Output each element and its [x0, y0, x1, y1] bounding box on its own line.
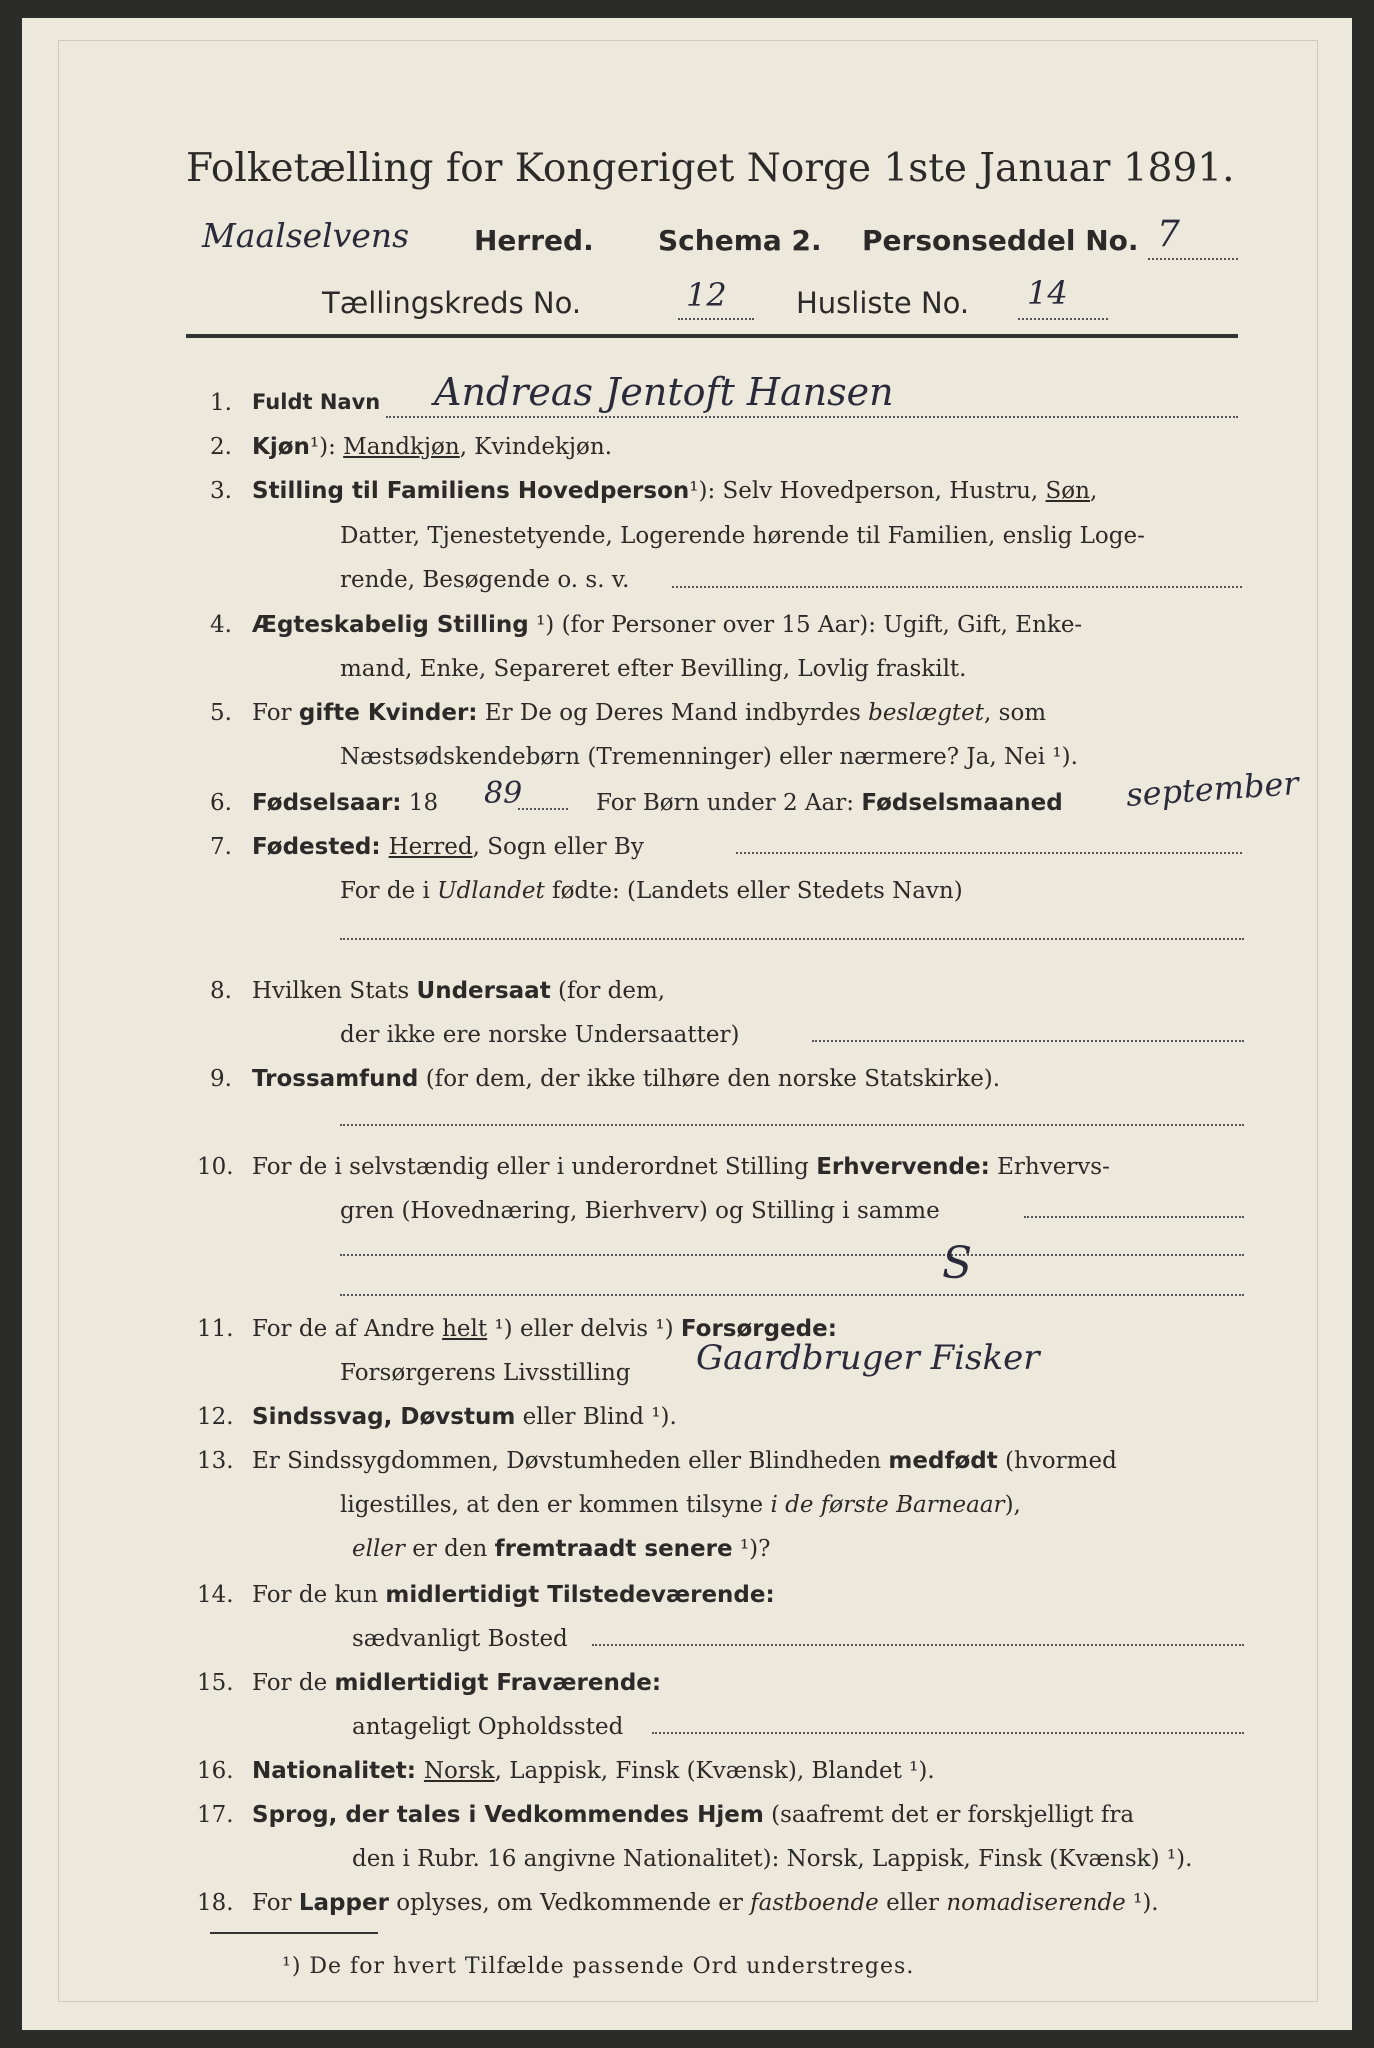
- q16-label: Nationalitet:: [252, 1758, 424, 1784]
- item-number: 6.: [210, 790, 232, 816]
- q16-text1: , Lappisk, Finsk (Kvænsk), Blandet ¹).: [494, 1758, 935, 1784]
- q2-sup: ¹):: [309, 434, 336, 460]
- q3-text3: rende, Besøgende o. s. v.: [340, 567, 630, 593]
- q13-text1: (hvormed: [997, 1448, 1117, 1474]
- item-number: 18.: [197, 1890, 234, 1916]
- q9-label: Trossamfund: [252, 1066, 419, 1092]
- q3-dots: [672, 586, 1242, 588]
- q11-text1: ¹) eller delvis ¹): [487, 1316, 681, 1342]
- q13-text2: ligestilles, at den er kommen tilsyne: [340, 1492, 771, 1518]
- q13-row-3: [352, 1536, 770, 1562]
- item-number: 1.: [210, 390, 232, 416]
- q10-row: [252, 1154, 1110, 1180]
- q1-name-handwritten: Andreas Jentoft Hansen: [434, 370, 894, 414]
- q8-label: Undersaat: [416, 978, 551, 1004]
- q10-dots-2: [340, 1254, 1244, 1256]
- schema-label: Schema 2.: [658, 224, 822, 257]
- q1-dots: [386, 416, 1238, 418]
- q14-dots: [592, 1644, 1244, 1646]
- form-title: Folketælling for Kongeriget Norge 1ste Januar 1891.: [186, 146, 1235, 191]
- q17-text1: (saafremt det er forskjelligt fra: [763, 1802, 1135, 1828]
- q7-text2c: fødte: (Landets eller Stedets Navn): [544, 878, 963, 904]
- q4-text2: mand, Enke, Separeret efter Bevilling, Lovlig fraskilt.: [340, 656, 967, 682]
- q7-dots-2: [340, 938, 1244, 940]
- q2-option-mandkjon: Mandkjøn: [343, 434, 460, 460]
- q4-label: Ægteskabelig Stilling: [252, 612, 529, 638]
- q16-option-norsk: Norsk: [423, 1758, 495, 1784]
- q7-row-2: [340, 878, 963, 904]
- q9-dots: [340, 1124, 1244, 1126]
- item-number: 13.: [197, 1448, 234, 1474]
- husliste-label: Husliste No.: [796, 286, 970, 320]
- census-form-page: [22, 18, 1352, 2030]
- q4-text1: ¹) (for Personer over 15 Aar): Ugift, Gift, Enke-: [528, 612, 1083, 638]
- q3-comma: ,: [1089, 478, 1098, 504]
- q17-row: [252, 1802, 1134, 1828]
- q8-row: [252, 978, 665, 1004]
- personseddel-label: Personseddel No.: [862, 224, 1139, 257]
- q11-handwritten-answer: Gaardbruger Fisker: [696, 1338, 1040, 1378]
- q18-text3: ¹).: [1125, 1890, 1159, 1916]
- herred-label: Herred.: [474, 224, 594, 257]
- q2-row: [252, 434, 612, 460]
- header-rule: [186, 334, 1238, 338]
- footnote: ¹) De for hvert Tilfælde passende Ord understreges.: [282, 1954, 915, 1979]
- item-number: 3.: [210, 478, 232, 504]
- item-number: 14.: [197, 1582, 234, 1608]
- q11-option-helt: helt: [442, 1316, 488, 1342]
- q10-text1: Erhvervs-: [989, 1154, 1110, 1180]
- q12-label: Sindssvag, Døvstum: [252, 1404, 516, 1430]
- q15-text0: For de: [252, 1670, 335, 1696]
- q4-row: [252, 612, 1082, 638]
- husliste-dots: [1018, 318, 1108, 320]
- personseddel-number: 7: [1157, 214, 1180, 255]
- q15-row: [252, 1670, 661, 1696]
- q6-year-dots: [518, 808, 568, 810]
- q3-label: Stilling til Familiens Hovedperson: [252, 478, 690, 504]
- footnote-rule: [210, 1932, 378, 1934]
- q6-row: [252, 790, 438, 816]
- q13-text3: er den: [404, 1536, 495, 1562]
- q8-dots: [812, 1040, 1244, 1042]
- q9-row: [252, 1066, 1000, 1092]
- q5-text2: , som: [984, 700, 1047, 726]
- q14-row: [252, 1582, 775, 1608]
- q14-label: midlertidigt Tilstedeværende:: [385, 1582, 775, 1608]
- q7-label: Fødested:: [252, 834, 389, 860]
- q12-text1: eller Blind ¹).: [515, 1404, 677, 1430]
- q13-row-2: [340, 1492, 1021, 1518]
- q5-text3: Næstsødskendebørn (Tremenninger) eller nærmere? Ja, Nei ¹).: [340, 744, 1078, 770]
- q18-text2: eller: [878, 1890, 947, 1916]
- q13-label: medfødt: [888, 1448, 998, 1474]
- q5-italic: beslægtet: [868, 700, 985, 726]
- q7-option-herred: Herred: [388, 834, 473, 860]
- q13-label3: fremtraadt senere: [494, 1536, 733, 1562]
- husliste-number: 14: [1027, 274, 1068, 312]
- item-number: 15.: [197, 1670, 234, 1696]
- q11-text0: For de af Andre: [252, 1316, 443, 1342]
- q3-row: [252, 478, 1097, 504]
- q11-label: Forsørgede:: [680, 1316, 837, 1342]
- q18-italic1: fastboende: [750, 1890, 879, 1916]
- q10-handwritten-mark: S: [942, 1238, 973, 1289]
- q7-text2a: For de i: [340, 878, 438, 904]
- q11-text2: Forsørgerens Livsstilling: [340, 1360, 631, 1386]
- q15-dots: [652, 1732, 1244, 1734]
- q5-text0: For: [252, 700, 299, 726]
- item-number: 16.: [197, 1758, 234, 1784]
- q6-label2: Fødselsmaaned: [861, 790, 1063, 816]
- q18-label: Lapper: [298, 1890, 389, 1916]
- item-number: 10.: [197, 1154, 234, 1180]
- tellingskreds-label: Tællingskreds No.: [322, 286, 582, 320]
- personseddel-dots: [1148, 258, 1238, 260]
- q8-text2: der ikke ere norske Undersaatter): [340, 1022, 740, 1048]
- item-number: 17.: [197, 1802, 234, 1828]
- q7-text1: , Sogn eller By: [472, 834, 644, 860]
- q1-label: Fuldt Navn: [252, 390, 381, 414]
- q13-italic2: i de første Barneaar: [770, 1492, 1005, 1518]
- q3-option-son: Søn: [1045, 478, 1090, 504]
- q14-text0: For de kun: [252, 1582, 386, 1608]
- q6-month-handwritten: september: [1124, 764, 1300, 814]
- q6-year-prefix: 18: [401, 790, 439, 816]
- q15-text2: antageligt Opholdssted: [352, 1714, 624, 1740]
- q8-text0: Hvilken Stats: [252, 978, 417, 1004]
- q7-row: [252, 834, 644, 860]
- item-number: 5.: [210, 700, 232, 726]
- q10-text2: gren (Hovednæring, Bierhverv) og Stilling i samme: [340, 1198, 940, 1224]
- item-number: 11.: [197, 1316, 234, 1342]
- q13-row: [252, 1448, 1117, 1474]
- q7-dots: [736, 852, 1242, 854]
- item-number: 2.: [210, 434, 232, 460]
- q10-dots-3: [340, 1294, 1244, 1296]
- q6-year-handwritten: 89: [484, 776, 523, 811]
- q5-label: gifte Kvinder:: [298, 700, 478, 726]
- q18-row: [252, 1890, 1159, 1916]
- q14-text2: sædvanligt Bosted: [352, 1626, 568, 1652]
- q12-row: [252, 1404, 677, 1430]
- q17-text2: den i Rubr. 16 angivne Nationalitet): Norsk, Lappisk, Finsk (Kvænsk) ¹).: [352, 1846, 1193, 1872]
- q13-text0: Er Sindssygdommen, Døvstumheden eller Blindheden: [252, 1448, 889, 1474]
- item-number: 7.: [210, 834, 232, 860]
- item-number: 9.: [210, 1066, 232, 1092]
- q3-text1: ¹): Selv Hovedperson, Hustru,: [689, 478, 1046, 504]
- item-number: 4.: [210, 612, 232, 638]
- q18-italic2: nomadiserende: [946, 1890, 1126, 1916]
- q3-text2: Datter, Tjenestetyende, Logerende hørende til Familien, enslig Loge-: [340, 523, 1145, 549]
- q10-text0: For de i selvstændig eller i underordnet Stilling: [252, 1154, 817, 1180]
- q7-text2b: Udlandet: [437, 878, 545, 904]
- herred-handwritten: Maalselvens: [202, 216, 410, 255]
- q16-row: [252, 1758, 935, 1784]
- q18-text0: For: [252, 1890, 299, 1916]
- q13-text3b: ¹)?: [732, 1536, 771, 1562]
- q5-row: [252, 700, 1046, 726]
- q18-text1: oplyses, om Vedkommende er: [388, 1890, 751, 1916]
- q2-option-kvindekjon: , Kvindekjøn.: [459, 434, 613, 460]
- q10-dots: [1024, 1216, 1244, 1218]
- q8-text1: (for dem,: [550, 978, 666, 1004]
- q6-label: Fødselsaar:: [252, 790, 402, 816]
- q13-text2b: ),: [1004, 1492, 1021, 1518]
- q10-label: Erhvervende:: [816, 1154, 990, 1180]
- tellingskreds-number: 12: [686, 276, 727, 314]
- item-number: 8.: [210, 978, 232, 1004]
- q5-text1: Er De og Deres Mand indbyrdes: [477, 700, 869, 726]
- item-number: 12.: [197, 1404, 234, 1430]
- q17-label: Sprog, der tales i Vedkommendes Hjem: [252, 1802, 764, 1828]
- q15-label: midlertidigt Fraværende:: [334, 1670, 662, 1696]
- q6-text2: For Børn under 2 Aar:: [596, 790, 862, 816]
- q13-italic3: eller: [352, 1536, 405, 1562]
- q6-row-2: [596, 790, 1063, 816]
- tellingskreds-dots: [678, 318, 754, 320]
- q9-text1: (for dem, der ikke tilhøre den norske Statskirke).: [418, 1066, 1001, 1092]
- q2-label: Kjøn: [252, 434, 310, 460]
